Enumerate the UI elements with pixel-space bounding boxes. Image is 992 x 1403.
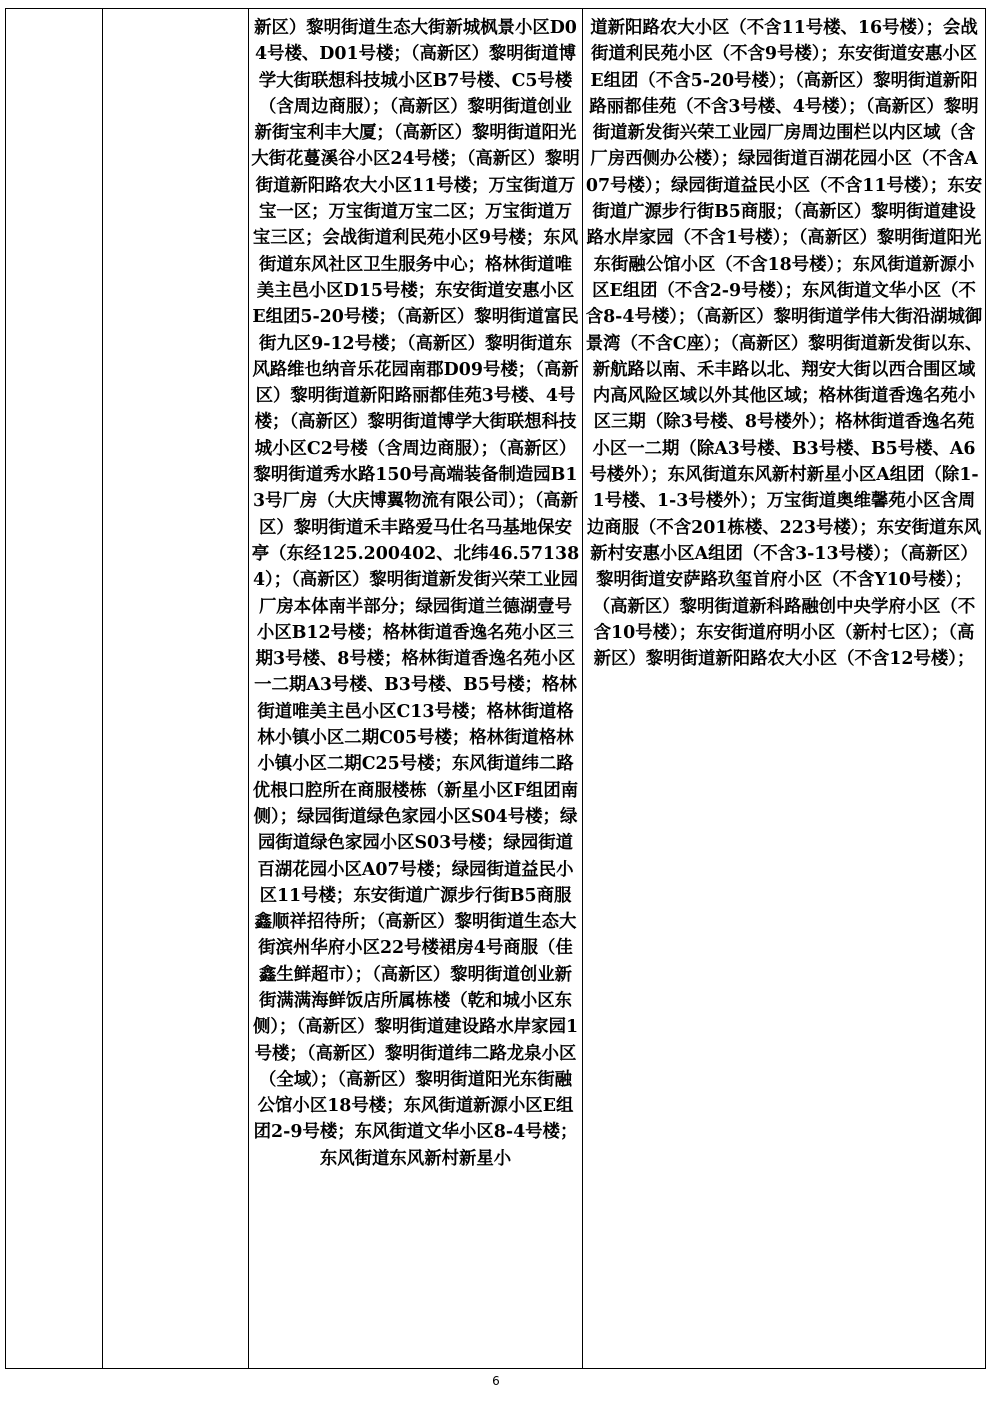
cell-text-col3: 新区）黎明街道生态大街新城枫景小区D04号楼、D01号楼；（高新区）黎明街道博学大街联想科技城小区B7号楼、C5号楼（含周边商服）；（高新区）黎明街道创业新街宝利丰大厦；（高新区）黎明街道阳光大街花蔓溪谷小区24号楼；（高新区）黎明街道新阳路农大小区11号楼；万宝街道万宝一区；万宝街道万宝二区；万宝街道万宝三区；会战街道利民苑小区9号楼；东风街道东风社区卫生服务中心；格林街道唯美主邑小区D15号楼；东安街道安惠小区E组团5-20号楼；（高新区）黎明街道富民街九区9-12号楼；（高新区）黎明街道东风路维也纳音乐花园南郡D09号楼；（高新区）黎明街道新阳路丽都佳苑3号楼、4号楼；（高新区）黎明街道博学大街联想科技城小区C2号楼（含周边商服）；（高新区）黎明街道秀水路150号高端装备制造园B13号厂房（大庆博翼物流有限公司）；（高新区）黎明街道禾丰路爱马仕名马基地保安亭（东经125.200402、北纬46.571384）；（高新区）黎明街道新发街兴荣工业园厂房本体南半部分；绿园街道兰德湖壹号小区B12号楼；格林街道香逸名苑小区三期3号楼、8号楼；格林街道香逸名苑小区一二期A3号楼、B3号楼、B5号楼；格林街道唯美主邑小区C13号楼；格林街道格林小镇小区二期C05号楼；格林街道格林小镇小区二期C25号楼；东风街道纬二路优根口腔所在商服楼栋（新星小区F组团南侧）；绿园街道绿色家园小区S04号楼；绿园街道绿色家园小区S03号楼；绿园街道百湖花园小区A07号楼；绿园街道益民小区11号楼；东安街道广源步行街B5商服鑫顺祥招待所；（高新区）黎明街道生态大街滨州华府小区22号楼裙房4号商服（佳鑫生鲜超市）；（高新区）黎明街道创业新街满满海鲜饭店所属栋楼（乾和城小区东侧）；（高新区）黎明街道建设路水岸家园1号楼；（高新区）黎明街道纬二路龙泉小区（全域）；（高新区）黎明街道阳光东街融公馆小区18号楼；东风街道新源小区E组团2-9号楼；东风街道文华小区8-4号楼；东风街道东风新村新星小 [251,18,580,1169]
table-cell-col3 [249,9,583,1369]
cell-text-col1 [6,9,102,15]
table-cell-col2 [103,9,249,1369]
page-number: 6 [492,1374,500,1388]
table-cell-col4 [583,9,986,1369]
table-row [6,9,986,1369]
table-cell-col1 [6,9,103,1369]
cell-text-col4: 道新阳路农大小区（不含11号楼、16号楼）；会战街道利民苑小区（不含9号楼）；东安街道安惠小区E组团（不含5-20号楼）；（高新区）黎明街道新阳路丽都佳苑（不含3号楼、4号楼）；（高新区）黎明街道新发街兴荣工业园厂房周边围栏以内区域（含厂房西侧办公楼）；绿园街道百湖花园小区（不含A07号楼）；绿园街道益民小区（不含11号楼）；东安街道广源步行街B5商服；（高新区）黎明街道建设路水岸家园（不含1号楼）；（高新区）黎明街道阳光东街融公馆小区（不含18号楼）；东风街道新源小区E组团（不含2-9号楼）；东风街道文华小区（不含8-4号楼）；（高新区）黎明街道学伟大街沿湖城御景湾（不含C座）；（高新区）黎明街道新发街以东、新航路以南、禾丰路以北、翔安大街以西合围区域内高风险区域以外其他区域；格林街道香逸名苑小区三期（除3号楼、8号楼外）；格林街道香逸名苑小区一二期（除A3号楼、B3号楼、B5号楼、A6号楼外）；东风街道东风新村新星小区A组团（除1-1号楼、1-3号楼外）；万宝街道奥维馨苑小区含周边商服（不含201栋楼、223号楼）；东安街道东风新村安惠小区A组团（不含3-13号楼）；（高新区）黎明街道安萨路玖玺首府小区（不含Y10号楼）；（高新区）黎明街道新科路融创中央学府小区（不含10号楼）；东安街道府明小区（新村七区）；（高新区）黎明街道新阳路农大小区（不含12号楼）； [585,18,983,670]
cell-text-col2 [103,9,248,15]
document-table [5,8,986,1369]
